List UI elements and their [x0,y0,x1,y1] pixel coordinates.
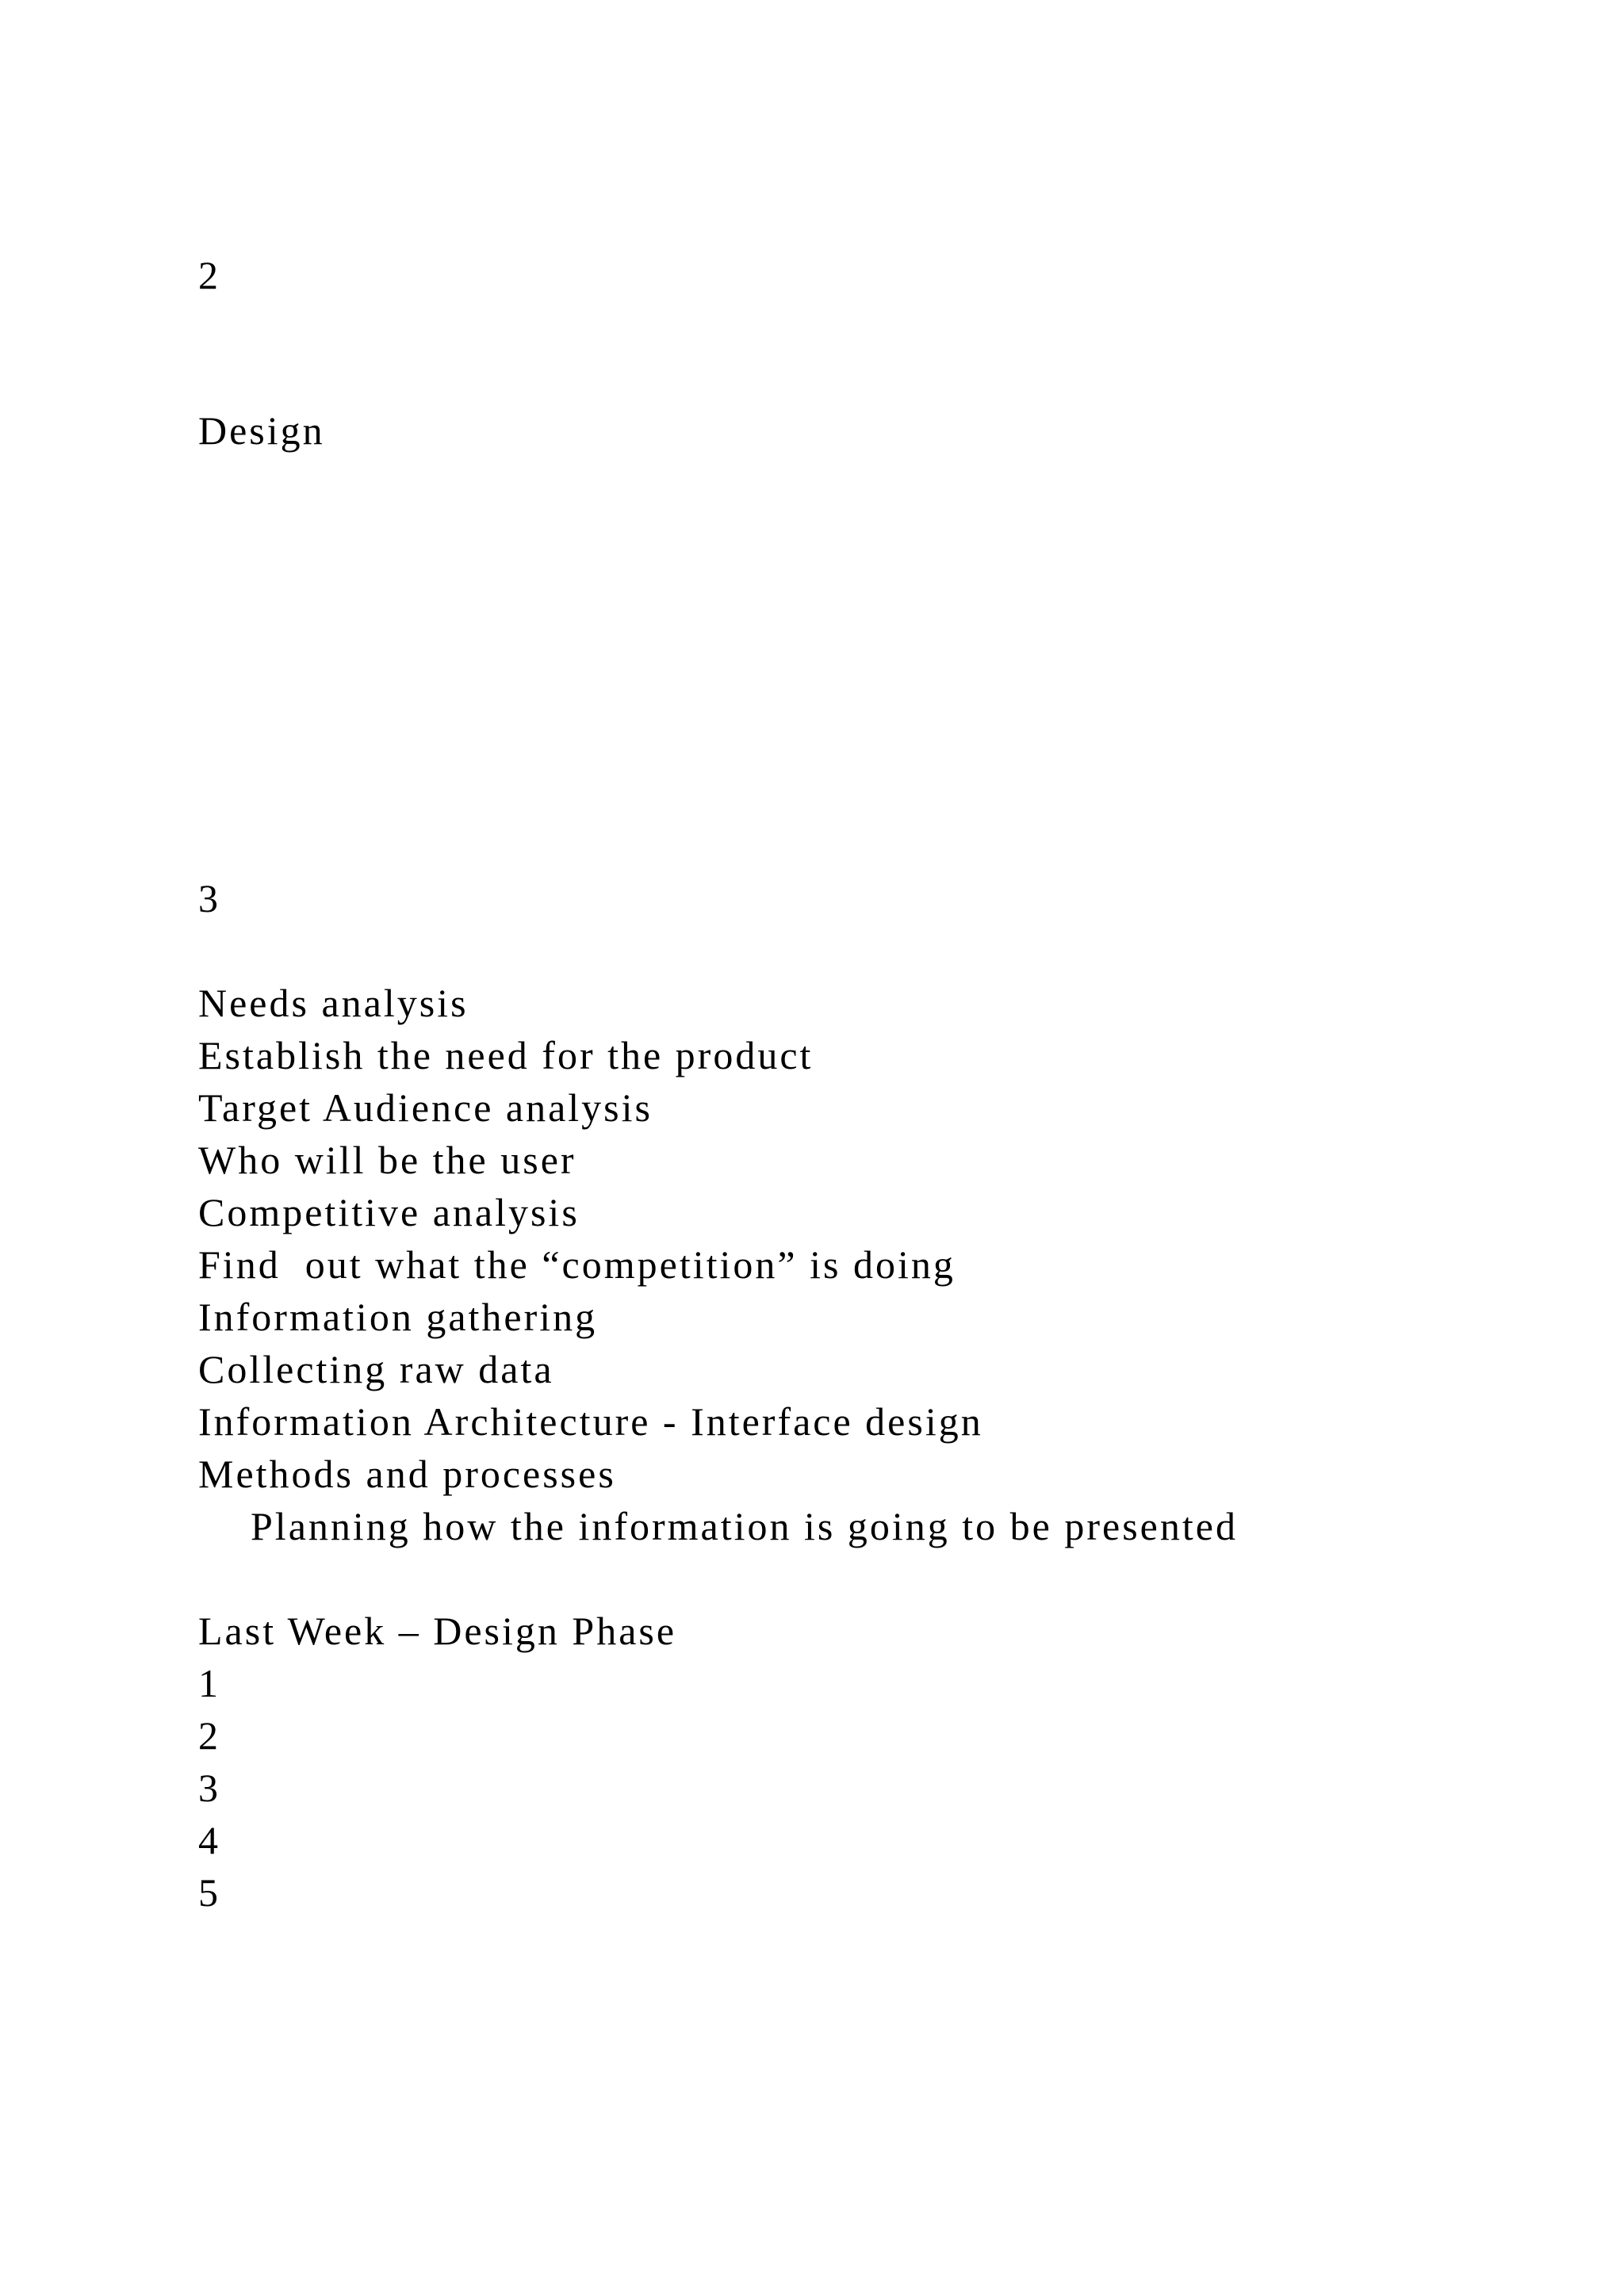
text-line-indented: Planning how the information is going to be presented [251,1504,1238,1548]
text-line: Target Audience analysis [198,1085,653,1130]
page-number-top: 2 [198,253,220,297]
number-item: 4 [198,1818,220,1862]
text-line: Establish the need for the product [198,1033,814,1077]
number-item: 3 [198,1766,220,1810]
text-line: Who will be the user [198,1138,576,1182]
text-line: Information Architecture - Interface design [198,1399,983,1444]
section-title: Last Week – Design Phase [198,1609,677,1653]
text-line: Collecting raw data [198,1347,554,1391]
page-number-mid: 3 [198,876,220,920]
number-item: 2 [198,1713,220,1758]
text-line: Information gathering [198,1295,598,1339]
number-item: 1 [198,1661,220,1705]
text-line: Competitive analysis [198,1190,580,1234]
number-item: 5 [198,1870,220,1915]
text-line: Needs analysis [198,981,469,1025]
text-line: Find out what the “competition” is doing [198,1242,956,1287]
heading-design: Design [198,408,325,453]
text-line: Methods and processes [198,1452,616,1496]
